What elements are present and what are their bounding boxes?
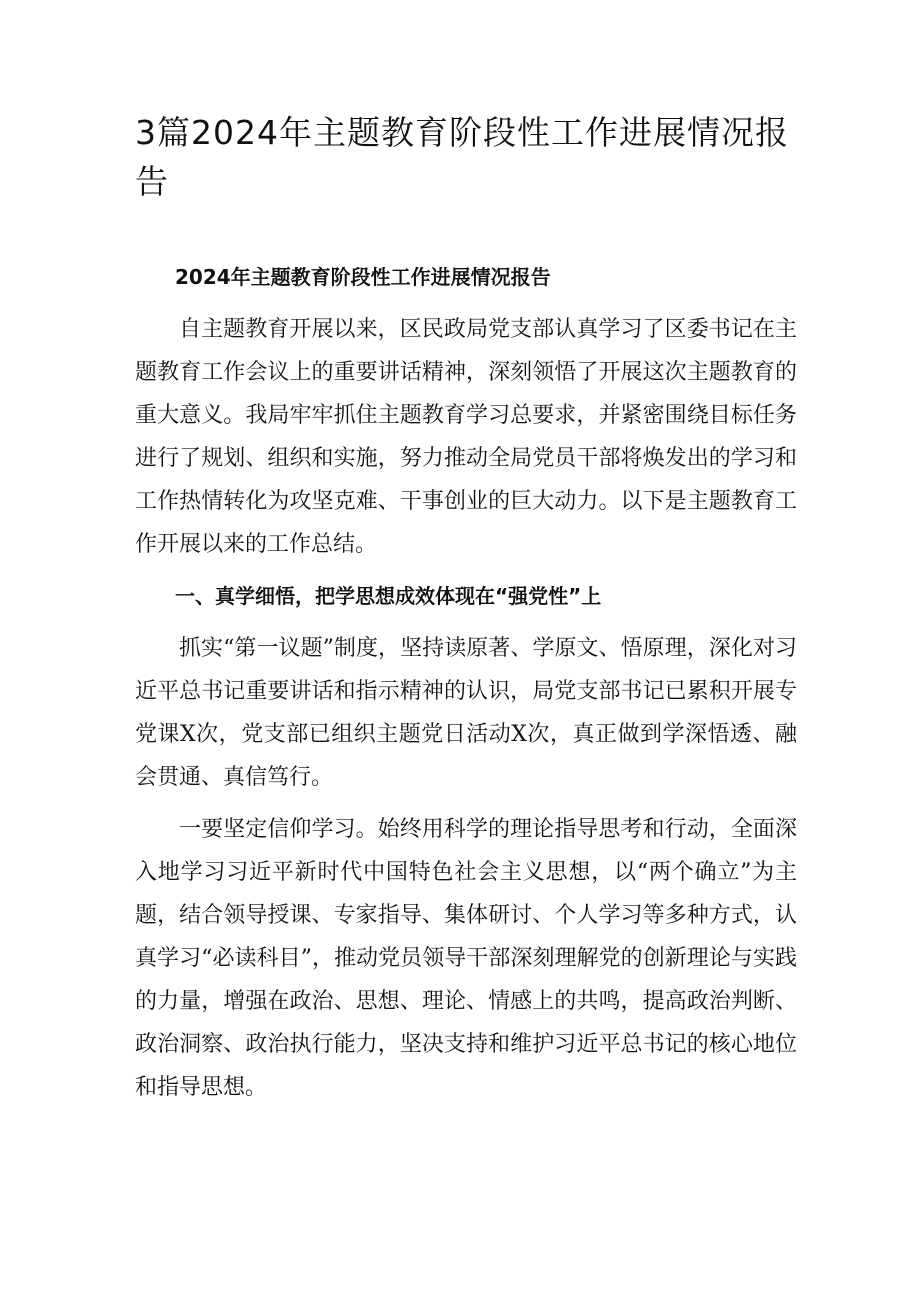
document-title: 3篇2024年主题教育阶段性工作进展情况报告 [135,113,789,201]
section-paragraph: 一要坚定信仰学习。始终用科学的理论指导思考和行动，全面深入地学习习近平新时代中国特色社会主义思想，以“两个确立”为主题，结合领导授课、专家指导、集体研讨、个人学习等多种方式，认真学习“必读科目”，推动党员领导干部深刻理解党的创新理论与实践的力量，增强在政治、思想、理论、情感上的共鸣，提高政治判断、政治洞察、政治执行能力，坚决支持和维护习近平总书记的核心地位和指导思想。 [135,817,797,1100]
section-paragraph: 抓实“第一议题”制度，坚持读原著、学原文、悟原理，深化对习近平总书记重要讲话和指示精神的认识，局党支部书记已累积开展专党课X次，党支部已组织主题党日活动X次，真正做到学深悟透、融会贯通、真信笃行。 [135,636,797,790]
document-body [135,256,797,1118]
section-heading: 一、真学细悟，把学思想成效体现在“强党性”上 [175,584,602,608]
report-subtitle: 2024年主题教育阶段性工作进展情况报告 [175,265,551,289]
intro-paragraph: 自主题教育开展以来，区民政局党支部认真学习了区委书记在主题教育工作会议上的重要讲话精神，深刻领悟了开展这次主题教育的重大意义。我局牢牢抓住主题教育学习总要求，并紧密围绕目标任务进行了规划、组织和实施，努力推动全局党员干部将焕发出的学习和工作热情转化为攻坚克难、干事创业的巨大动力。以下是主题教育工作开展以来的工作总结。 [135,317,797,557]
